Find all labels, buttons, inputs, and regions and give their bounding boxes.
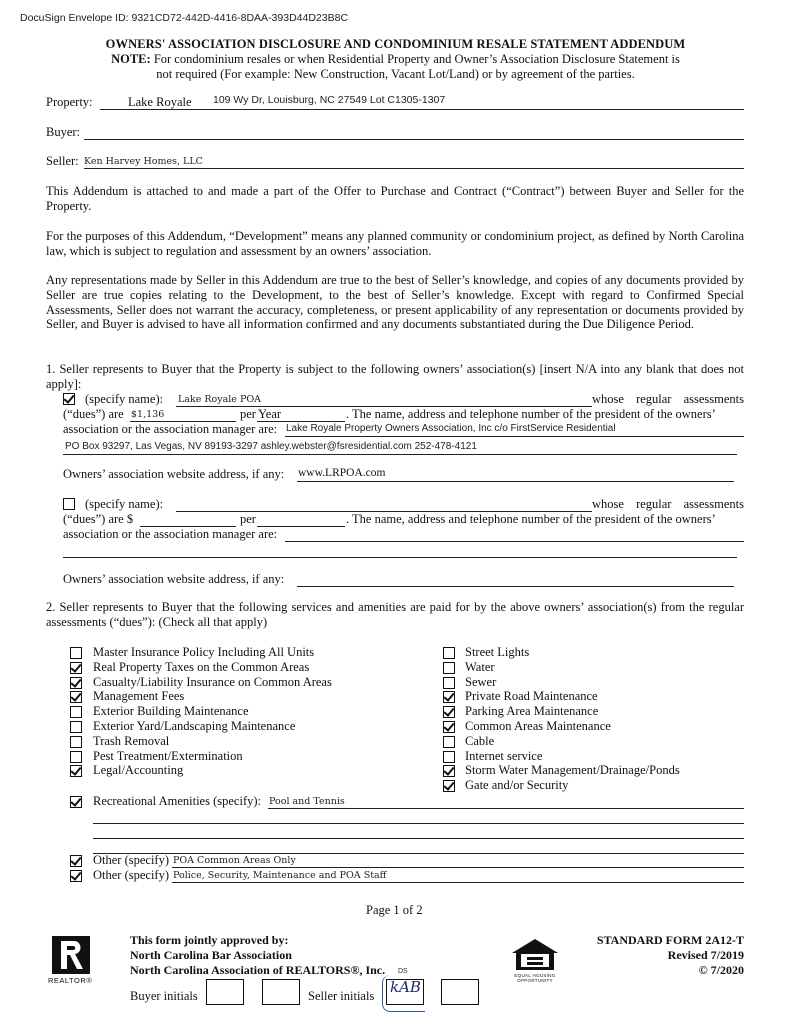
- service-label: Parking Area Maintenance: [465, 704, 599, 719]
- docusign-envelope-id: DocuSign Envelope ID: 9321CD72-442D-4416-8DAA-393D44D23B8C: [20, 12, 349, 24]
- other-2-value: Police, Security, Maintenance and POA Staff: [173, 870, 387, 881]
- note-label: NOTE:: [111, 52, 151, 66]
- recreational-field-line-4[interactable]: [93, 839, 744, 854]
- note-line2: not required (For example: New Construction, Vacant Lot/Land) or by agreement of the parties.: [156, 66, 635, 81]
- approved-line3: North Carolina Association of REALTORS®, Inc.: [130, 963, 386, 977]
- note-line1: For condominium resales or when Residential Property and Owner’s Association Disclosure Statement is: [150, 52, 680, 66]
- seller-initials-signature: kAB: [390, 978, 421, 996]
- property-address: 109 Wy Dr, Louisburg, NC 27549 Lot C1305-1307: [213, 94, 446, 106]
- service-label: Pest Treatment/Extermination: [93, 748, 243, 763]
- other-1-checkbox[interactable]: [70, 855, 82, 867]
- page-number: Page 1 of 2: [366, 903, 423, 917]
- association-1-president-text: . The name, address and telephone number of the president of the owners’: [346, 407, 716, 421]
- service-checkbox[interactable]: [70, 662, 82, 674]
- service-label: Trash Removal: [93, 733, 170, 748]
- section2-intro: 2. Seller represents to Buyer that the following services and amenities are paid for by the above owners’ association(s) from the regular assessments (“dues”): (Check all that apply): [46, 600, 744, 629]
- service-label: Exterior Building Maintenance: [93, 704, 249, 719]
- association-1-name: Lake Royale POA: [178, 394, 261, 405]
- service-checkbox[interactable]: [443, 721, 455, 733]
- association-1-per-value: Year: [258, 407, 282, 421]
- association-2-manager-field-2[interactable]: [63, 543, 737, 558]
- service-label: Exterior Yard/Landscaping Maintenance: [93, 719, 296, 733]
- service-label: Sewer: [465, 674, 497, 689]
- association-1-manager-line2: PO Box 93297, Las Vegas, NV 89193-3297 ashley.webster@fsresidential.com 252-478-4121: [65, 441, 477, 452]
- approved-line1: This form jointly approved by:: [130, 933, 289, 947]
- service-label: Management Fees: [93, 689, 185, 704]
- service-label: Legal/Accounting: [93, 763, 184, 778]
- association-2-name-field[interactable]: [176, 497, 592, 512]
- seller-label: Seller:: [46, 154, 79, 168]
- docusign-tag: DS: [398, 968, 408, 975]
- association-1-checkbox[interactable]: [63, 393, 75, 405]
- section1-intro: 1. Seller represents to Buyer that the Property is subject to the following owners’ association(s) [insert N/A into any blank that does not apply]:: [46, 362, 744, 391]
- service-checkbox[interactable]: [443, 765, 455, 777]
- association-1-manager-label: association or the association manager are:: [63, 422, 278, 436]
- approved-line2: North Carolina Bar Association: [130, 948, 292, 962]
- association-2-manager-field-1[interactable]: [285, 527, 744, 542]
- service-label: Cable: [465, 733, 495, 748]
- paragraph-development: For the purposes of this Addendum, “Development” means any planned community or condominium project, as defined by North Carolina law, which is subject to regulation and assessment by an owners’ association.: [46, 229, 744, 258]
- seller-initials-box-2[interactable]: [441, 979, 479, 1005]
- other-2-label: Other (specify): [93, 868, 170, 882]
- other-1-value: POA Common Areas Only: [173, 855, 296, 866]
- service-label: Casualty/Liability Insurance on Common Areas: [93, 674, 332, 689]
- association-2-dues-label: (“dues”) are $: [63, 512, 134, 526]
- recreational-label: Recreational Amenities (specify):: [93, 794, 261, 808]
- service-label: Real Property Taxes on the Common Areas: [93, 659, 310, 674]
- paragraph-addendum: This Addendum is attached to and made a part of the Offer to Purchase and Contract (“Contract”) between Buyer and Seller for the Property.: [46, 184, 744, 213]
- service-checkbox[interactable]: [443, 647, 455, 659]
- association-1-website-value: www.LRPOA.com: [298, 467, 386, 479]
- association-2-specify-label: (specify name):: [85, 497, 164, 511]
- association-1-per-label: per: [240, 407, 256, 421]
- association-1-whose-label: whose regular assessments: [592, 392, 744, 406]
- service-label: Master Insurance Policy Including All Units: [93, 645, 315, 659]
- association-2-dues-field[interactable]: [140, 512, 236, 527]
- recreational-field-line-3[interactable]: [93, 824, 744, 839]
- eho-line1: EQUAL HOUSING: [514, 973, 556, 978]
- service-checkbox[interactable]: [443, 677, 455, 689]
- service-checkbox[interactable]: [70, 647, 82, 659]
- realtor-logo-text: REALTOR®: [48, 976, 93, 985]
- service-label: Gate and/or Security: [465, 778, 569, 793]
- association-2-per-field[interactable]: [257, 512, 345, 527]
- service-checkbox[interactable]: [70, 721, 82, 733]
- service-checkbox[interactable]: [443, 706, 455, 718]
- buyer-field[interactable]: [84, 125, 744, 140]
- service-checkbox[interactable]: [70, 751, 82, 763]
- other-1-label: Other (specify): [93, 853, 170, 867]
- form-note: [0, 52, 791, 81]
- association-2-website-field[interactable]: [297, 572, 734, 587]
- service-checkbox[interactable]: [70, 691, 82, 703]
- property-label: Property:: [46, 95, 93, 109]
- service-label: Internet service: [465, 748, 543, 763]
- buyer-label: Buyer:: [46, 125, 81, 139]
- copyright-date: © 7/2020: [698, 963, 744, 977]
- association-1-dues-label: (“dues”) are: [63, 407, 124, 421]
- paragraph-representations: Any representations made by Seller in this Addendum are true to the best of Seller’s knowledge, and copies of any documents provided by Seller are true copies relating to the Development, to the best of Seller’s knowledge. Except with regard to Confirmed Special Assessments, Seller does not warrant the accuracy, completeness, or present applicability of any representation or documents provided by Seller, and Buyer is advised to have all information confirmed and any documents substantiated during the Due Diligence Period.: [46, 273, 744, 332]
- service-checkbox[interactable]: [70, 677, 82, 689]
- association-1-website-label: Owners’ association website address, if any:: [63, 467, 285, 481]
- buyer-initials-label: Buyer initials: [130, 989, 198, 1003]
- form-title: OWNERS' ASSOCIATION DISCLOSURE AND CONDOMINIUM RESALE STATEMENT ADDENDUM: [105, 37, 686, 51]
- eho-line2: OPPORTUNITY: [517, 978, 553, 983]
- association-2-checkbox[interactable]: [63, 498, 75, 510]
- property-name: Lake Royale: [128, 95, 192, 109]
- service-checkbox[interactable]: [443, 780, 455, 792]
- service-label: Water: [465, 659, 495, 674]
- service-checkbox[interactable]: [70, 706, 82, 718]
- standard-form-name: STANDARD FORM 2A12-T: [596, 933, 744, 947]
- association-2-whose-label: whose regular assessments: [592, 497, 744, 511]
- association-1-specify-label: (specify name):: [85, 392, 164, 406]
- buyer-initials-box-1[interactable]: [206, 979, 244, 1005]
- association-1-dues-amount: $1,136: [131, 409, 165, 420]
- service-label: Common Areas Maintenance: [465, 719, 611, 733]
- association-1-manager-line1: Lake Royale Property Owners Association, Inc c/o FirstService Residential: [286, 423, 616, 434]
- service-checkbox[interactable]: [443, 736, 455, 748]
- association-2-president-text: . The name, address and telephone number of the president of the owners’: [346, 512, 716, 526]
- seller-initials-label: Seller initials: [308, 989, 375, 1003]
- seller-value: Ken Harvey Homes, LLC: [84, 156, 203, 167]
- association-2-manager-label: association or the association manager are:: [63, 527, 278, 541]
- buyer-initials-box-2[interactable]: [262, 979, 300, 1005]
- association-2-per-label: per: [240, 512, 256, 526]
- service-checkbox[interactable]: [443, 691, 455, 703]
- service-checkbox[interactable]: [70, 736, 82, 748]
- service-checkbox[interactable]: [443, 662, 455, 674]
- recreational-value: Pool and Tennis: [269, 796, 345, 807]
- service-checkbox[interactable]: [443, 751, 455, 763]
- association-2-website-label: Owners’ association website address, if any:: [63, 572, 285, 586]
- service-label: Storm Water Management/Drainage/Ponds: [465, 763, 680, 778]
- equal-housing-text: [508, 973, 562, 983]
- service-label: Street Lights: [465, 645, 530, 659]
- service-label: Private Road Maintenance: [465, 689, 598, 704]
- recreational-checkbox[interactable]: [70, 796, 82, 808]
- realtor-logo-icon: [52, 936, 90, 974]
- service-checkbox[interactable]: [70, 765, 82, 777]
- other-2-checkbox[interactable]: [70, 870, 82, 882]
- equal-housing-icon: [510, 938, 560, 976]
- revised-date: Revised 7/2019: [667, 948, 744, 962]
- recreational-field-line-2[interactable]: [93, 809, 744, 824]
